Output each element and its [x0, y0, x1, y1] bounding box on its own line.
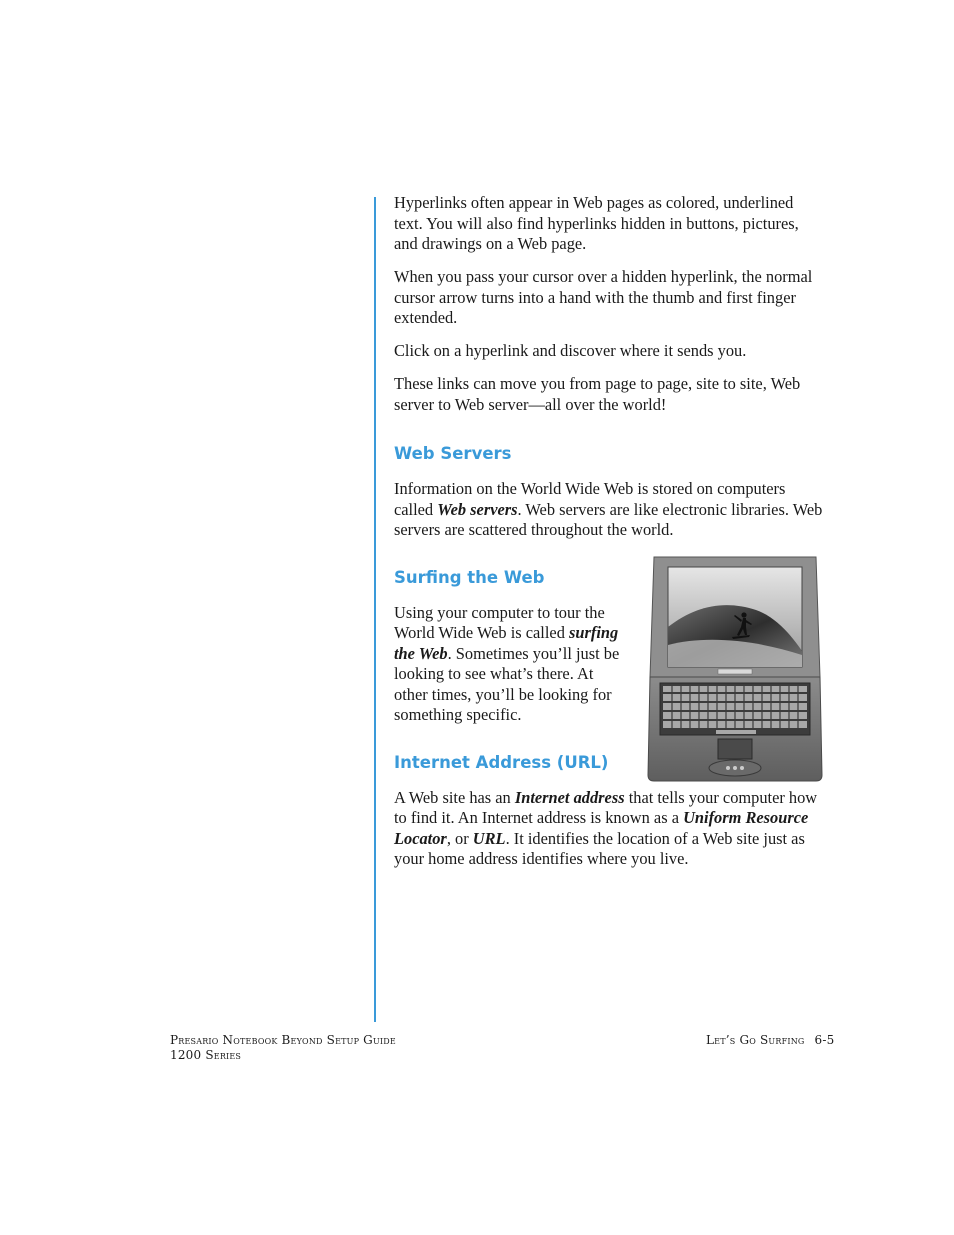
intro-paragraph-2: When you pass your cursor over a hidden hyperlink, the normal cursor arrow turns into a hand with the thumb and first finger extended.	[394, 267, 813, 327]
text-segment: Information on the World Wide Web is stored on computers called	[394, 479, 786, 519]
footer-book-title	[170, 1033, 396, 1063]
term-internet-address: Internet address	[514, 787, 625, 807]
heading-surfing-the-web: Surfing the Web	[394, 567, 545, 587]
term-url: URL	[472, 828, 506, 848]
term-surfing-the-web: surfing the Web	[394, 623, 619, 663]
text-segment: . It identifies the location of a Web site just as your home address identifies where you live.	[394, 828, 805, 868]
term-web-servers: Web servers	[437, 499, 518, 519]
term-uniform-resource-locator: Uniform Resource Locator	[394, 808, 809, 848]
laptop-illustration	[646, 555, 824, 783]
text-segment: . Web servers are like electronic libraries. Web servers are scattered throughout the world.	[394, 499, 823, 539]
intro-paragraph-1: Hyperlinks often appear in Web pages as colored, underlined text. You will also find hyperlinks hidden in buttons, pictures, and drawings on a Web page.	[394, 193, 799, 253]
footer-chapter-title: Let’s Go Surfing	[706, 1033, 805, 1047]
footer-title-line: Presario Notebook Beyond Setup Guide	[170, 1033, 396, 1047]
page-number: 6-5	[814, 1033, 835, 1047]
intro-paragraph-4: These links can move you from page to page, site to site, Web server to Web server—all over the world!	[394, 374, 801, 414]
text-segment: , or	[446, 828, 473, 848]
web-servers-paragraph	[394, 479, 826, 541]
heading-web-servers: Web Servers	[394, 444, 512, 463]
text-segment: A Web site has an	[394, 787, 515, 807]
url-paragraph	[394, 788, 826, 870]
heading-internet-address: Internet Address (URL)	[394, 752, 609, 772]
footer-chapter	[706, 1033, 834, 1048]
text-segment: . Sometimes you’ll just be looking to see what’s there. At other times, you’ll be looking for something specific.	[394, 643, 620, 724]
surfing-paragraph	[394, 603, 624, 726]
text-segment: Using your computer to tour the World Wide Web is called	[394, 602, 605, 642]
footer-series-line: 1200 Series	[170, 1048, 242, 1062]
margin-rule	[374, 197, 376, 1022]
intro-paragraph-3: Click on a hyperlink and discover where it sends you.	[394, 341, 747, 360]
text-segment: that tells your computer how to find it. An Internet address is known as a	[394, 787, 818, 827]
